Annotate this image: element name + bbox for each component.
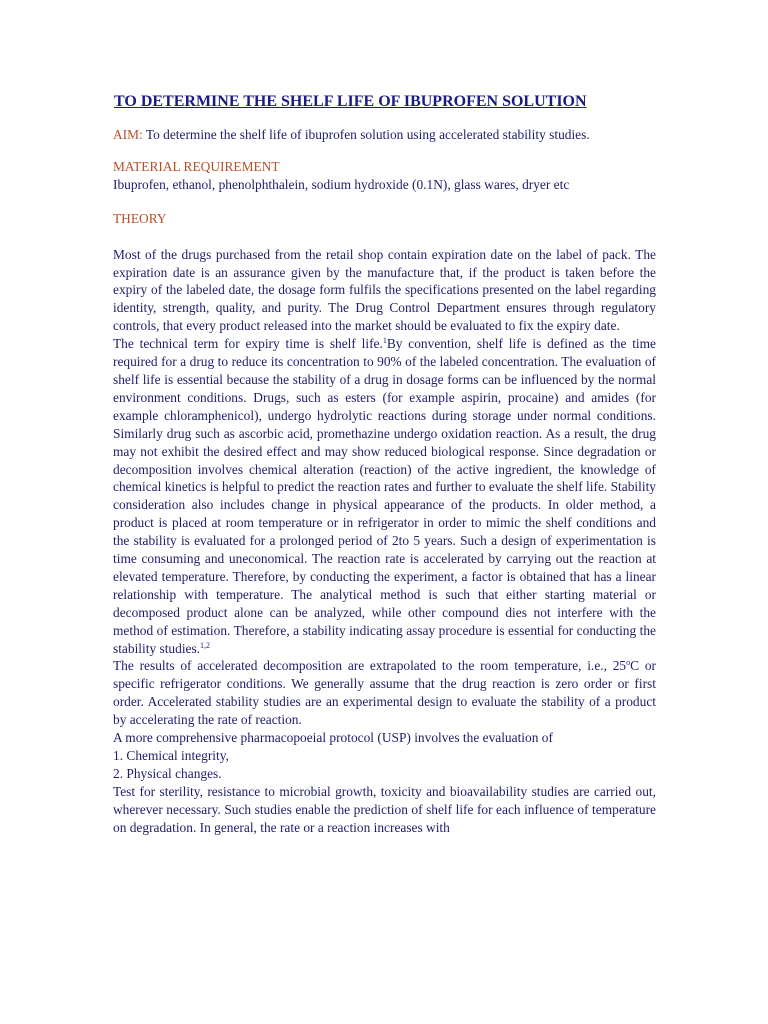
document-body: [113, 92, 656, 837]
theory-paragraph-2-a: The results of accelerated decomposition are extrapolated to the room temperature, i.e., 25: [113, 658, 627, 674]
page-title: TO DETERMINE THE SHELF LIFE OF IBUPROFEN SOLUTION: [114, 93, 587, 110]
citation-1: 1: [382, 336, 387, 346]
theory-paragraph-1: [113, 246, 656, 658]
citation-1-2: 1,2: [200, 640, 211, 650]
theory-paragraph-1-part-2a: The technical term for expiry time is shelf life.: [113, 336, 383, 352]
aim-text: To determine the shelf life of ibuprofen solution using accelerated stability studies.: [142, 127, 590, 142]
degree-symbol: o: [626, 658, 631, 668]
theory-paragraph-2: [113, 657, 656, 729]
aim-label: AIM:: [113, 127, 143, 142]
list-item: 1. Chemical integrity,: [113, 748, 229, 763]
list-item: 2. Physical changes.: [113, 765, 222, 781]
theory-paragraph-2-b: C or specific refrigerator conditions. We generally assume that the drug reaction is zero order or first order. Accelerated stability studies are an experimental design to evaluate the stability of a product by accelerating the rate of reaction.: [113, 658, 656, 728]
aim-line: [113, 126, 656, 144]
theory-paragraph-3: A more comprehensive pharmacopoeial protocol (USP) involves the evaluation of: [113, 730, 553, 746]
theory-heading: THEORY: [113, 210, 167, 226]
material-text: Ibuprofen, ethanol, phenolphthalein, sodium hydroxide (0.1N), glass wares, dryer etc: [113, 176, 570, 192]
theory-paragraph-1-part-1: Most of the drugs purchased from the retail shop contain expiration date on the label of pack. The expiration date is an assurance given by the manufacture that, if the product is taken before the expiry of the labeled date, the dosage form fulfils the specifications presented on the label regarding identity, strength, quality, and purity. The Drug Control Department ensures through regulatory controls, that every product released into the market should be evaluated to fix the expiry date.: [113, 246, 656, 334]
material-heading: MATERIAL REQUIREMENT: [113, 158, 280, 174]
theory-paragraph-4: Test for sterility, resistance to microbial growth, toxicity and bioavailability studies are carried out, wherever necessary. Such studies enable the prediction of shelf life for each influence of temperature on degradation. In general, the rate or a reaction increases with: [113, 783, 656, 835]
theory-paragraph-1-part-2b: By convention, shelf life is defined as the time required for a drug to reduce its concentration to 90% of the labeled concentration. The evaluation of shelf life is essential because the stability of a drug in dosage forms can be influenced by the normal environment conditions. Drugs, such as esters (for example aspirin, procaine) and amides (for example chloramphenicol), undergo hydrolytic reactions during storage under normal conditions. Similarly drug such as ascorbic acid, promethazine undergo oxidation reaction. As a result, the drug may not exhibit the desired effect and may show reduced biological response. Since degradation or decomposition involves chemical alteration (reaction) of the active ingredient, the knowledge of chemical kinetics is helpful to predict the reaction rates and further to evaluate the shelf life. Stability consideration also includes change in physical appearance of the products. In older method, a product is placed at room temperature or in refrigerator in order to mimic the shelf conditions and the stability is evaluated for a prolonged period of 2to 5 years. Such a design of experimentation is time consuming and uneconomical. The reaction rate is accelerated by carrying out the reaction at elevated temperature. Therefore, by conducting the experiment, a factor is obtained that has a linear relationship with temperature. The analytical method is such that either starting material or decomposed product alone can be analyzed, while other compound dies not interfere with the method of estimation. Therefore, a stability indicating assay procedure is essential for conducting the stability studies.: [113, 336, 656, 656]
